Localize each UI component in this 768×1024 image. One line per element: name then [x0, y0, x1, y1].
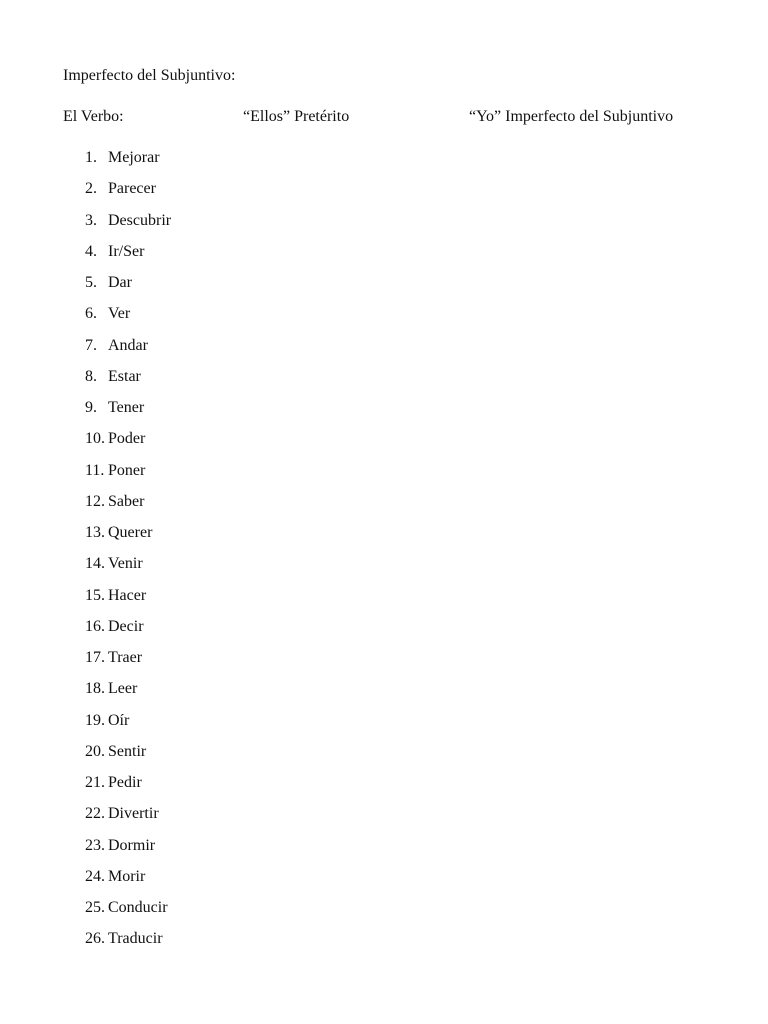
list-item: [0, 179, 768, 210]
item-number: 12.: [85, 492, 105, 510]
item-number: 23.: [85, 836, 105, 854]
item-number: 16.: [85, 617, 105, 635]
verb-word: Descubrir: [108, 211, 172, 229]
verb-word: Poder: [108, 430, 146, 448]
verb-word: Poner: [108, 461, 146, 479]
list-item: [0, 336, 768, 367]
list-item: [0, 554, 768, 585]
verb-word: Morir: [108, 867, 146, 885]
list-item: [0, 304, 768, 335]
header-el-verbo: El Verbo:: [63, 108, 124, 125]
header-yo-imperfecto: “Yo” Imperfecto del Subjuntivo: [469, 108, 674, 125]
item-number: 8.: [85, 367, 97, 385]
item-number: 21.: [85, 774, 105, 791]
list-item: [0, 398, 768, 429]
list-item: [0, 929, 768, 960]
item-number: 2.: [85, 180, 97, 198]
verb-word: Leer: [108, 680, 138, 698]
verb-word: Saber: [108, 492, 145, 510]
item-number: 4.: [85, 242, 97, 260]
list-item: [0, 898, 768, 929]
list-item: [0, 711, 768, 742]
verb-word: Ir/Ser: [108, 242, 145, 260]
list-item: [0, 273, 768, 304]
verb-word: Dar: [108, 274, 132, 291]
item-number: 7.: [85, 336, 97, 354]
verb-word: Ver: [108, 305, 131, 323]
list-item: [0, 617, 768, 648]
verb-word: Hacer: [108, 586, 147, 604]
item-number: 19.: [85, 711, 105, 729]
list-item: [0, 586, 768, 617]
item-number: 24.: [85, 867, 105, 885]
verb-word: Tener: [108, 399, 145, 416]
verb-word: Traer: [108, 649, 143, 666]
list-item: [0, 367, 768, 398]
verb-word: Venir: [108, 555, 143, 573]
item-number: 25.: [85, 899, 105, 916]
list-item: [0, 148, 768, 179]
item-number: 22.: [85, 805, 105, 823]
item-number: 1.: [85, 149, 97, 166]
verb-word: Traducir: [108, 930, 163, 948]
item-number: 26.: [85, 930, 105, 948]
verb-word: Querer: [108, 524, 153, 541]
list-item: [0, 867, 768, 898]
verb-list: [0, 148, 768, 961]
item-number: 18.: [85, 680, 105, 698]
item-number: 13.: [85, 524, 105, 541]
item-number: 11.: [85, 461, 105, 479]
document-title: Imperfecto del Subjuntivo:: [63, 67, 236, 84]
list-item: [0, 461, 768, 492]
verb-word: Andar: [108, 336, 148, 354]
verb-word: Sentir: [108, 742, 147, 760]
list-item: [0, 492, 768, 523]
item-number: 20.: [85, 742, 105, 760]
verb-word: Pedir: [108, 774, 142, 791]
item-number: 6.: [85, 305, 97, 323]
list-item: [0, 836, 768, 867]
verb-word: Parecer: [108, 180, 156, 198]
item-number: 10.: [85, 430, 105, 448]
header-ellos-preterito: “Ellos” Pretérito: [243, 108, 350, 125]
item-number: 14.: [85, 555, 105, 573]
item-number: 15.: [85, 586, 105, 604]
list-item: [0, 742, 768, 773]
item-number: 9.: [85, 399, 97, 416]
list-item: [0, 679, 768, 710]
list-item: [0, 211, 768, 242]
list-item: [0, 523, 768, 554]
item-number: 3.: [85, 211, 97, 229]
verb-word: Mejorar: [108, 149, 160, 166]
verb-word: Estar: [108, 367, 141, 385]
list-item: [0, 648, 768, 679]
verb-word: Conducir: [108, 899, 168, 916]
list-item: [0, 804, 768, 835]
verb-word: Dormir: [108, 836, 156, 854]
list-item: [0, 429, 768, 460]
item-number: 17.: [85, 649, 105, 666]
verb-word: Divertir: [108, 805, 159, 823]
list-item: [0, 242, 768, 273]
column-headers: [0, 107, 768, 127]
verb-word: Oír: [108, 711, 130, 729]
item-number: 5.: [85, 274, 97, 291]
list-item: [0, 773, 768, 804]
verb-word: Decir: [108, 617, 144, 635]
